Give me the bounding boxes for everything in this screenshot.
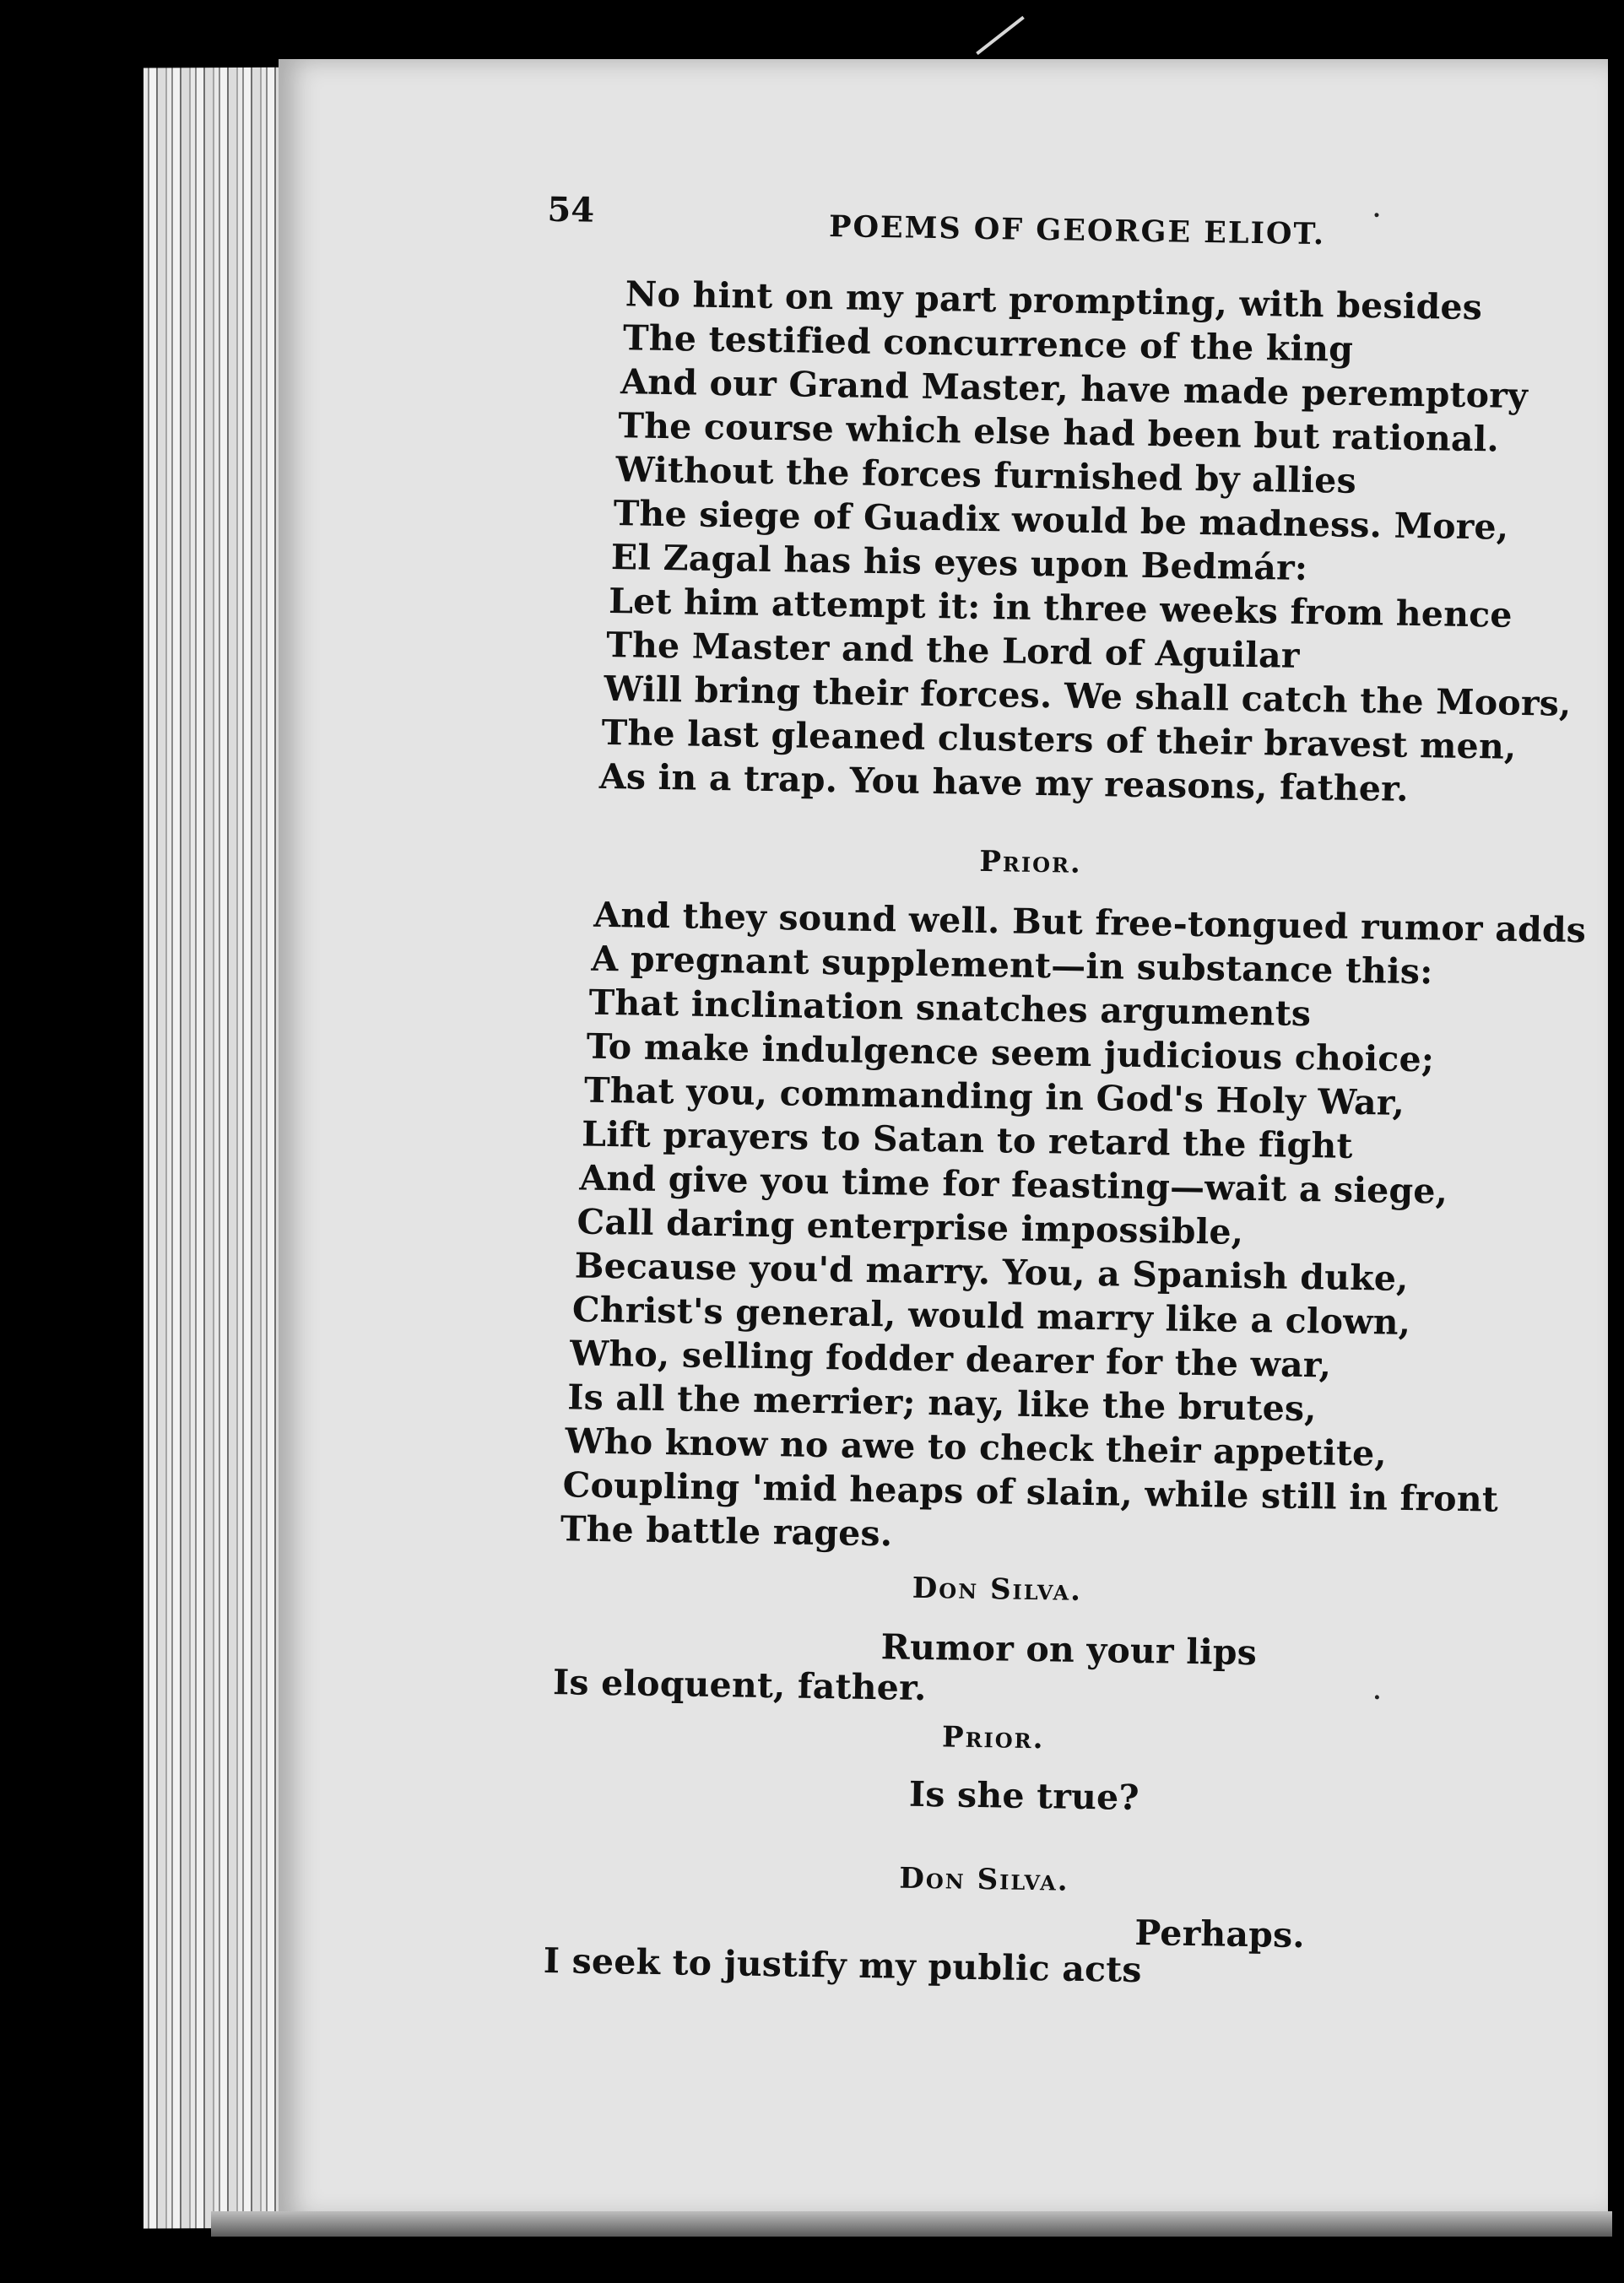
verse-line: Is all the merrier; nay, like the brutes, xyxy=(566,1377,1318,1430)
verse-line: To make indulgence seem judicious choice; xyxy=(586,1025,1435,1080)
verse-line: Coupling 'mid heaps of slain, while still in front xyxy=(562,1464,1499,1520)
verse-line: The last gleaned clusters of their bravest men, xyxy=(601,711,1517,767)
verse-line: And they sound well. But free-tongued rumor adds xyxy=(593,894,1587,951)
verse-line: El Zagal has his eyes upon Bedmár: xyxy=(610,537,1308,588)
verse-line: A pregnant supplement—in substance this: xyxy=(591,938,1433,993)
verse-line: That you, commanding in God's Holy War, xyxy=(583,1069,1405,1123)
verse-line: Christ's general, would marry like a clown, xyxy=(571,1289,1411,1344)
verse-line: Is she true? xyxy=(908,1773,1140,1819)
page-number: 54 xyxy=(547,189,595,230)
verse-line: The course which else had been but rational. xyxy=(618,405,1500,460)
verse-line: Who, selling fodder dearer for the war, xyxy=(569,1333,1332,1386)
speaker-heading-prior: Prior. xyxy=(941,1720,1045,1756)
verse-line: And our Grand Master, have made peremptory xyxy=(620,361,1529,417)
verse-line: The testified concurrence of the king xyxy=(622,317,1354,370)
speaker-heading-don-silva: Don Silva. xyxy=(912,1571,1083,1608)
verse-line: And give you time for feasting—wait a siege, xyxy=(579,1157,1448,1212)
verse-line: Perhaps. xyxy=(1134,1912,1306,1956)
running-title: POEMS OF GEORGE ELIOT. xyxy=(828,209,1326,252)
speck-mark xyxy=(1375,1695,1379,1699)
verse-line: Without the forces furnished by allies xyxy=(615,449,1357,501)
verse-line: Because you'd marry. You, a Spanish duke, xyxy=(574,1245,1409,1299)
verse-line: The siege of Guadix would be madness. More, xyxy=(613,493,1509,548)
verse-line: Is eloquent, father. xyxy=(552,1662,927,1709)
speaker-heading-don-silva: Don Silva. xyxy=(899,1861,1069,1898)
verse-line: The battle rages. xyxy=(560,1508,893,1555)
verse-line: Lift prayers to Satan to retard the fight xyxy=(581,1113,1354,1166)
verse-line: Rumor on your lips xyxy=(880,1626,1258,1674)
verse-line: Let him attempt it: in three weeks from hence xyxy=(608,580,1513,636)
verse-line: As in a trap. You have my reasons, father. xyxy=(598,755,1410,809)
verse-line: That inclination snatches arguments xyxy=(588,982,1312,1035)
verse-line: I seek to justify my public acts xyxy=(543,1939,1143,1991)
verse-line: No hint on my part prompting, with besides xyxy=(625,273,1483,328)
verse-line: The Master and the Lord of Aguilar xyxy=(605,624,1301,676)
verse-line: Will bring their forces. We shall catch the Moors, xyxy=(604,668,1572,724)
speck-mark xyxy=(1374,213,1378,217)
verse-line: Who know no awe to check their appetite, xyxy=(565,1420,1388,1474)
verse-line: Call daring enterprise impossible, xyxy=(577,1201,1244,1252)
speaker-heading-prior: Prior. xyxy=(979,844,1083,880)
